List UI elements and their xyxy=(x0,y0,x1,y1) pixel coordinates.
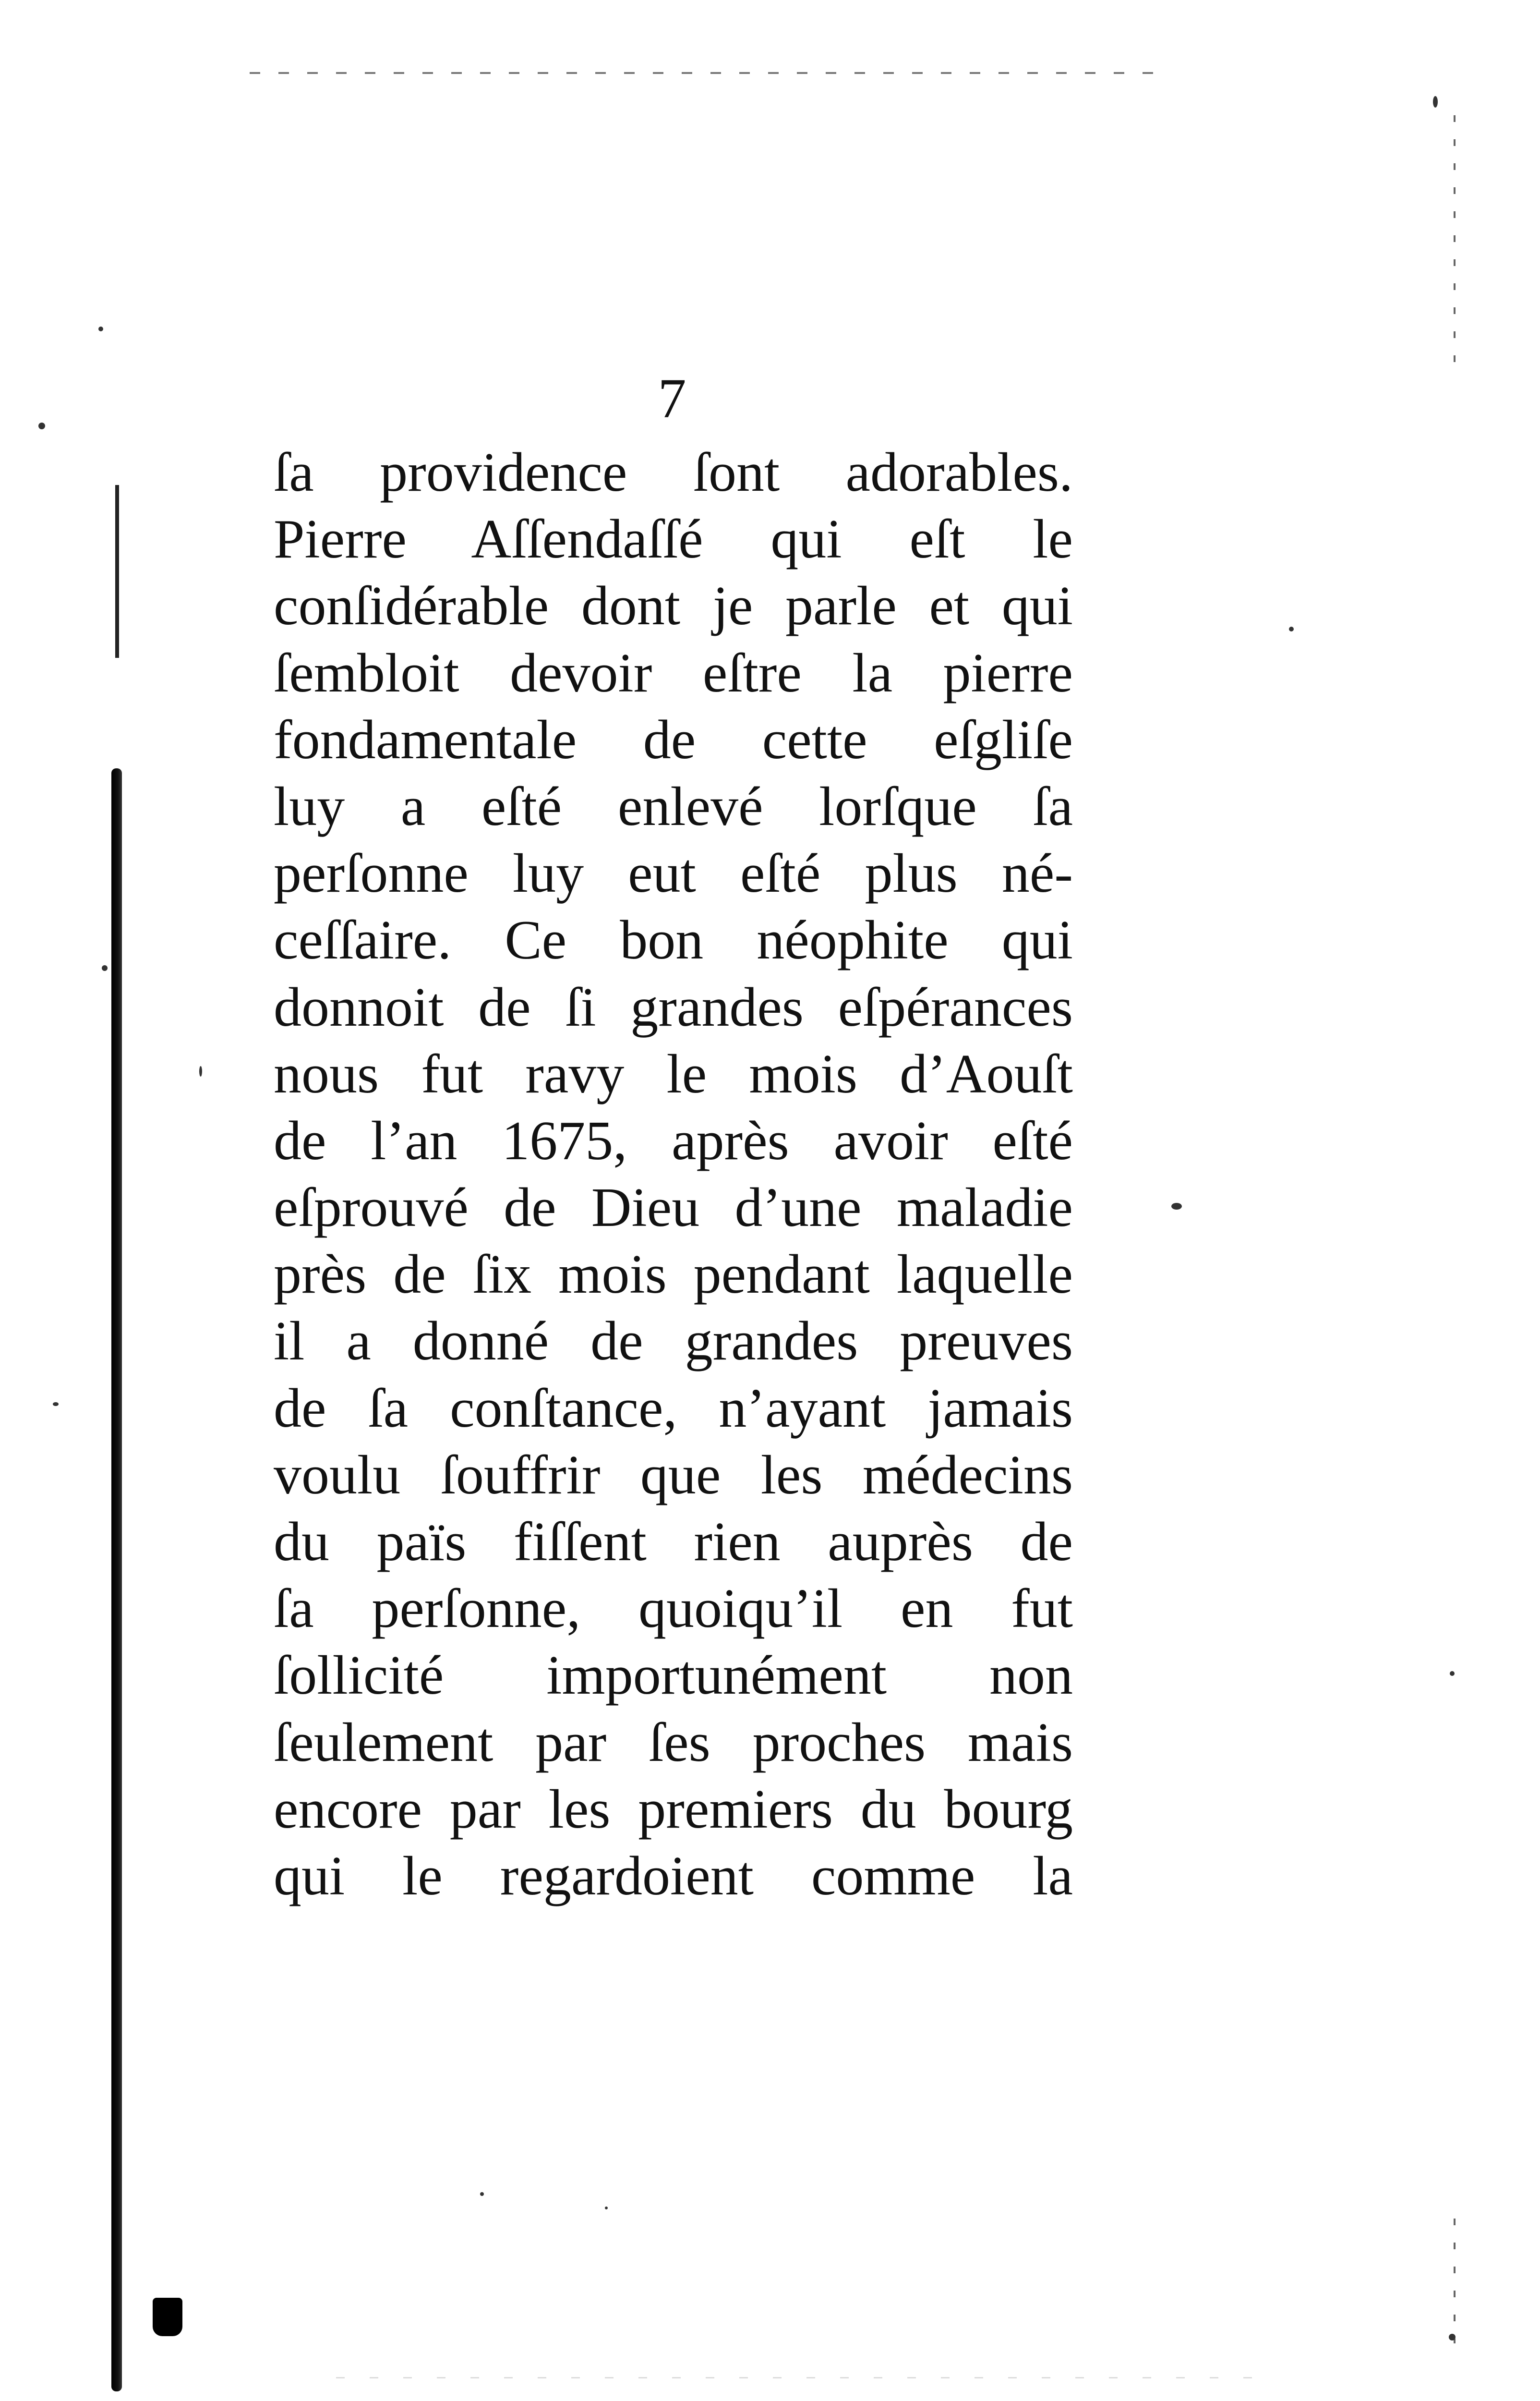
scan-speck xyxy=(1289,627,1294,631)
right-edge-marks-bottom xyxy=(1454,2219,1456,2343)
binding-shadow-top xyxy=(115,485,119,658)
text-line: donnoit de ſi grandes eſpérances xyxy=(274,976,1073,1038)
scan-speck xyxy=(1450,1671,1455,1676)
scan-speck xyxy=(38,423,45,429)
text-line: conſidérable dont je parle et qui xyxy=(274,575,1073,637)
text-line: luy a eſté enlevé lorſque ſa xyxy=(274,776,1073,837)
text-line: près de ſix mois pendant laquelle xyxy=(274,1244,1073,1306)
text-line: ſembloit devoir eſtre la pierre xyxy=(274,642,1073,704)
scan-speck xyxy=(53,1402,59,1406)
text-line: de l’an 1675, après avoir eſté xyxy=(274,1110,1073,1172)
text-line: ſa perſonne, quoiqu’il en fut xyxy=(274,1578,1073,1640)
top-edge-marks xyxy=(250,72,1162,74)
text-line: du païs fiſſent rien auprès de xyxy=(274,1511,1073,1573)
text-line: Pierre Aſſendaſſé qui eſt le xyxy=(274,509,1073,570)
text-line: qui le regardoient comme la xyxy=(274,1845,1073,1907)
scan-speck xyxy=(102,965,108,971)
scan-speck xyxy=(199,1066,202,1077)
binding-shadow-end xyxy=(153,2298,182,2336)
text-line: ſollicité importunément non xyxy=(274,1645,1073,1707)
text-line: ceſſaire. Ce bon néophite qui xyxy=(274,909,1073,971)
text-line: ſeulement par ſes proches mais xyxy=(274,1711,1073,1773)
text-line: voulu ſouffrir que les médecins xyxy=(274,1444,1073,1506)
text-line: fondamentale de cette eſgliſe xyxy=(274,709,1073,771)
scan-speck xyxy=(480,2192,484,2196)
text-line: perſonne luy eut eſté plus né- xyxy=(274,843,1073,905)
text-line: il a donné de grandes preuves xyxy=(274,1310,1073,1372)
right-edge-marks-top xyxy=(1454,115,1456,365)
text-line: eſprouvé de Dieu d’une maladie xyxy=(274,1177,1073,1239)
page-number: 7 xyxy=(658,367,686,430)
body-text xyxy=(274,439,1073,1910)
text-line: ſa providence ſont adorables. xyxy=(274,442,1073,503)
text-line: encore par les premiers du bourg xyxy=(274,1778,1073,1840)
scan-speck xyxy=(1433,96,1438,108)
text-line: de ſa conſtance, n’ayant jamais xyxy=(274,1377,1073,1439)
scan-speck xyxy=(1171,1203,1182,1210)
scan-speck xyxy=(605,2207,608,2209)
binding-shadow xyxy=(111,768,122,2391)
scan-speck xyxy=(1449,2334,1456,2340)
scan-speck xyxy=(98,327,103,331)
text-line: nous fut ravy le mois d’Aouſt xyxy=(274,1043,1073,1105)
bottom-edge-marks xyxy=(336,2377,1272,2378)
